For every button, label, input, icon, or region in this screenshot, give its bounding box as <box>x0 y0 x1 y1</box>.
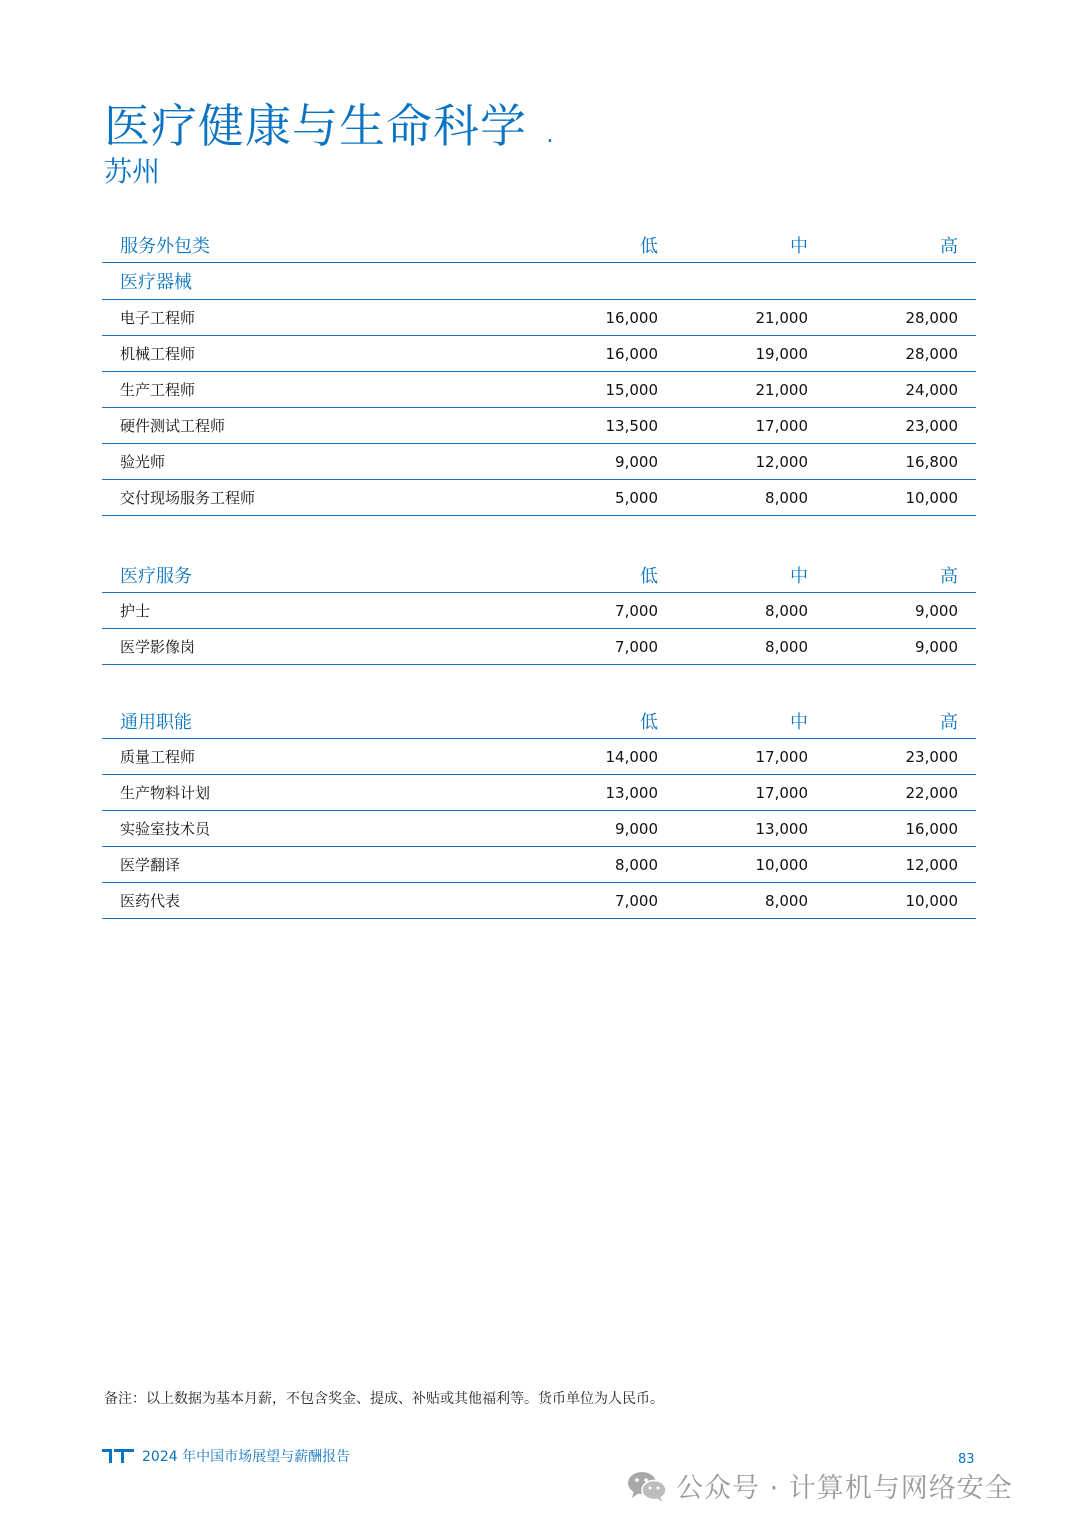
salary-low: 7,000 <box>615 601 658 620</box>
salary-low: 8,000 <box>615 855 658 874</box>
job-title: 医药代表 <box>120 892 181 910</box>
page-title: 医疗健康与生命科学 . <box>104 99 559 153</box>
col-mid-header: 中 <box>790 236 808 257</box>
table-header-row <box>102 702 976 739</box>
page-footer <box>102 1446 350 1466</box>
salary-low: 16,000 <box>605 344 658 363</box>
section-label: 服务外包类 <box>120 236 210 257</box>
job-title: 交付现场服务工程师 <box>120 489 256 507</box>
salary-mid: 17,000 <box>755 783 808 802</box>
job-title: 生产物料计划 <box>120 784 211 802</box>
table-row <box>102 372 976 408</box>
col-low-header: 低 <box>640 566 658 587</box>
salary-high: 23,000 <box>905 747 958 766</box>
table-row <box>102 336 976 372</box>
col-low-header: 低 <box>640 236 658 257</box>
table-row <box>102 480 976 516</box>
job-title: 电子工程师 <box>120 309 196 327</box>
salary-mid: 8,000 <box>765 891 808 910</box>
table-row <box>102 775 976 811</box>
table-row <box>102 444 976 480</box>
salary-low: 13,000 <box>605 783 658 802</box>
salary-high: 28,000 <box>905 308 958 327</box>
watermark <box>626 1466 1013 1505</box>
job-title: 机械工程师 <box>120 345 196 363</box>
col-mid-header: 中 <box>790 712 808 733</box>
job-title: 护士 <box>120 602 151 620</box>
job-title: 生产工程师 <box>120 381 196 399</box>
salary-low: 9,000 <box>615 819 658 838</box>
section-label: 医疗服务 <box>120 566 192 587</box>
salary-mid: 10,000 <box>755 855 808 874</box>
salary-high: 22,000 <box>905 783 958 802</box>
subcategory-row <box>102 263 976 300</box>
section-label: 通用职能 <box>120 712 192 733</box>
salary-high: 16,800 <box>905 452 958 471</box>
table-row <box>102 593 976 629</box>
salary-low: 7,000 <box>615 637 658 656</box>
job-title: 硬件测试工程师 <box>120 417 226 435</box>
subcategory-label: 医疗器械 <box>120 272 192 293</box>
salary-table-outsourcing <box>102 226 976 516</box>
job-title: 实验室技术员 <box>120 820 211 838</box>
page-number: 83 <box>958 1452 975 1467</box>
table-row <box>102 408 976 444</box>
table-header-row <box>102 556 976 593</box>
col-mid-header: 中 <box>790 566 808 587</box>
salary-low: 13,500 <box>605 416 658 435</box>
salary-low: 7,000 <box>615 891 658 910</box>
salary-low: 16,000 <box>605 308 658 327</box>
table-row <box>102 847 976 883</box>
col-low-header: 低 <box>640 712 658 733</box>
salary-high: 23,000 <box>905 416 958 435</box>
job-title: 验光师 <box>120 453 166 471</box>
salary-mid: 8,000 <box>765 488 808 507</box>
salary-high: 9,000 <box>915 601 958 620</box>
salary-low: 9,000 <box>615 452 658 471</box>
salary-high: 28,000 <box>905 344 958 363</box>
job-title: 质量工程师 <box>120 748 196 766</box>
table-header-row <box>102 226 976 263</box>
watermark-text: 公众号 · 计算机与网络安全 <box>676 1473 1013 1504</box>
col-high-header: 高 <box>940 566 958 587</box>
brand-logo-icon <box>102 1447 134 1465</box>
table-row <box>102 300 976 336</box>
table-row <box>102 629 976 665</box>
salary-mid: 12,000 <box>755 452 808 471</box>
salary-high: 10,000 <box>905 488 958 507</box>
salary-high: 24,000 <box>905 380 958 399</box>
salary-mid: 8,000 <box>765 601 808 620</box>
salary-mid: 8,000 <box>765 637 808 656</box>
salary-low: 14,000 <box>605 747 658 766</box>
table-row <box>102 811 976 847</box>
table-row <box>102 883 976 919</box>
salary-table-medical-services <box>102 556 976 665</box>
salary-mid: 21,000 <box>755 380 808 399</box>
table-row <box>102 739 976 775</box>
salary-high: 12,000 <box>905 855 958 874</box>
salary-low: 5,000 <box>615 488 658 507</box>
salary-mid: 17,000 <box>755 747 808 766</box>
salary-high: 16,000 <box>905 819 958 838</box>
salary-mid: 21,000 <box>755 308 808 327</box>
job-title: 医学翻译 <box>120 856 181 874</box>
wechat-icon <box>626 1469 668 1503</box>
salary-high: 10,000 <box>905 891 958 910</box>
col-high-header: 高 <box>940 236 958 257</box>
page-subtitle-city: 苏州 <box>104 155 161 188</box>
report-name: 2024 年中国市场展望与薪酬报告 <box>142 1449 351 1465</box>
salary-table-general-functions <box>102 702 976 919</box>
salary-mid: 19,000 <box>755 344 808 363</box>
salary-mid: 13,000 <box>755 819 808 838</box>
footnote: 备注：以上数据为基本月薪，不包含奖金、提成、补贴或其他福利等。货币单位为人民币。 <box>104 1391 664 1407</box>
col-high-header: 高 <box>940 712 958 733</box>
salary-mid: 17,000 <box>755 416 808 435</box>
salary-low: 15,000 <box>605 380 658 399</box>
salary-high: 9,000 <box>915 637 958 656</box>
job-title: 医学影像岗 <box>120 638 196 656</box>
